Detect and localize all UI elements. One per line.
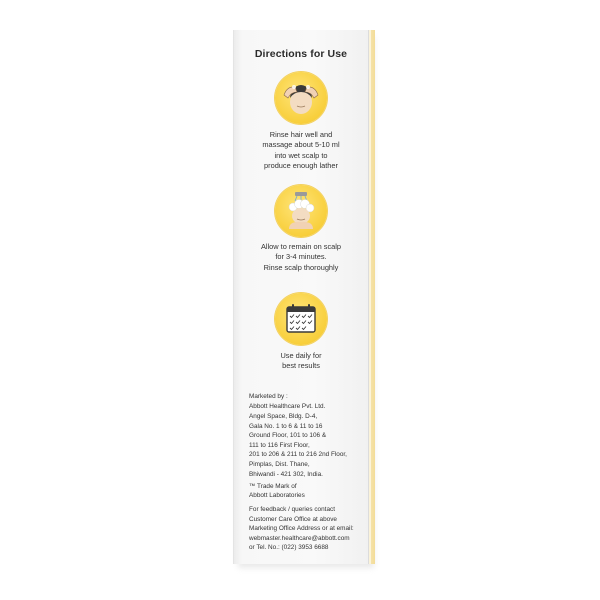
hair-massage-icon xyxy=(275,72,327,124)
directions-heading: Directions for Use xyxy=(254,48,348,60)
marketed-by-label: Marketed by : xyxy=(249,393,288,400)
step-3-text: Use daily for best results xyxy=(280,351,322,371)
trademark-line-2: Abbott Laboratories xyxy=(249,492,305,499)
lather-rinse-icon xyxy=(275,185,327,237)
company-address: Angel Space, Bldg. D-4, Gala No. 1 to 6 & 11 to 16 Ground Floor, 101 to 106 & 111 to 116 First Floor, 201 to 206 & 211 to 216 2nd Floor, Pimplas, Dist. Thane, Bhiwandi - 421 302, India. xyxy=(249,413,347,478)
box-side-edge-highlight xyxy=(368,30,371,564)
step-2-text: Allow to remain on scalp for 3-4 minutes. Rinse scalp thoroughly xyxy=(260,242,342,272)
company-name: Abbott Healthcare Pvt. Ltd. xyxy=(249,403,326,410)
trademark-line-1: ™ Trade Mark of xyxy=(249,483,297,490)
step-1-text: Rinse hair well and massage about 5-10 ml into wet scalp to produce enough lather xyxy=(262,130,340,171)
product-box-panel xyxy=(234,30,368,564)
calendar-icon xyxy=(275,293,327,345)
feedback-text: For feedback / queries contact Customer Care Office at above Marketing Office Address or at email: webmaster.healthcare@abbott.com or Tel. No.: (022) 3953 6688 xyxy=(249,506,354,552)
